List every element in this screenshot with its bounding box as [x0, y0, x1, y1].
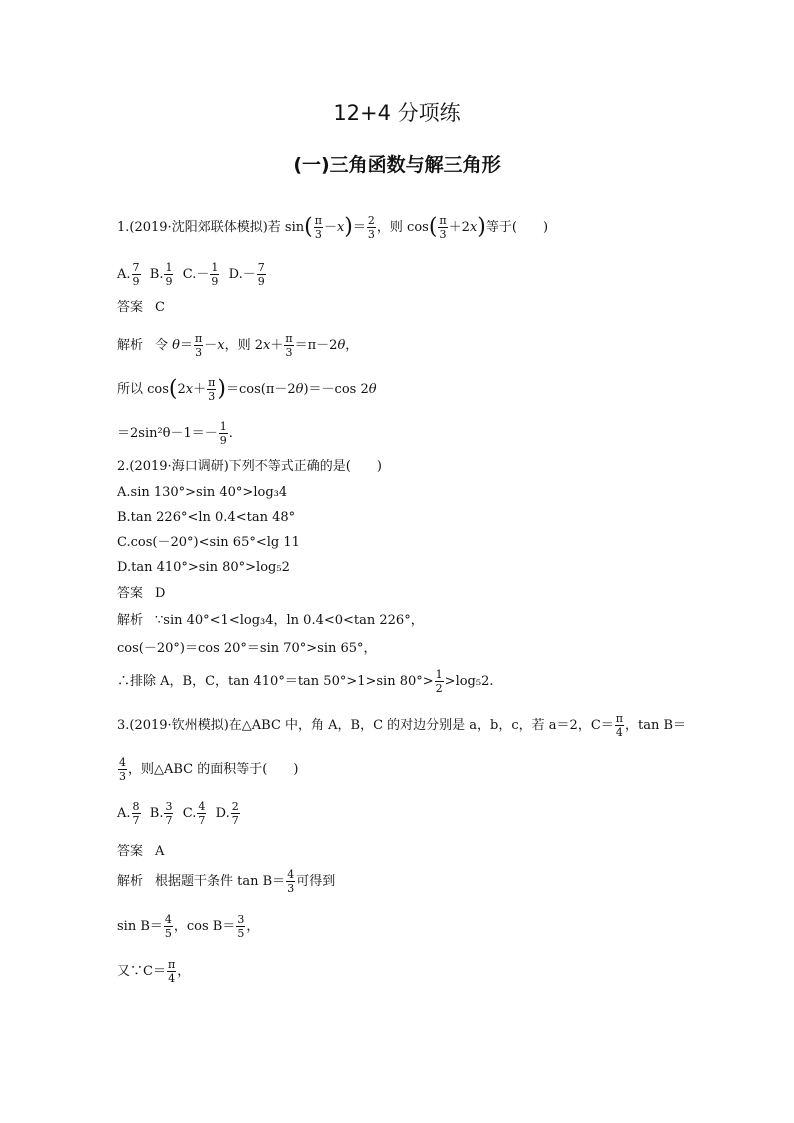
page-title: 12+4 分项练 [333, 101, 461, 125]
q3-options: A. $\frac{8}{7}$ B. $\frac{3}{7}$ C. $\frac{4}{7}$ D. $\frac{2}{7}$ [117, 800, 239, 827]
q3-answer: 答案 A [117, 844, 165, 859]
q1-analysis-3: ＝2sin²θ－1＝－ $\frac{1}{9}$ . [117, 420, 233, 447]
q3-analysis-1: 解析 根据题干条件 tan B＝ $\frac{4}{3}$ 可得到 [117, 868, 336, 895]
q2-option-a: A.sin 130°>sin 40°>log₃4 [117, 485, 288, 500]
q3-stem-2: $\frac{4}{3}$ ，则△ABC 的面积等于( ) [119, 756, 299, 783]
q1-analysis-2: 所以 cos(2x＋ $\frac{\pi}{3}$ )＝cos(π－2θ)＝－cos 2θ [117, 376, 377, 403]
q1-stem: 1.(2019·沈阳郊联体模拟)若 sin( $\frac{\pi}{3}$ －x)＝ $\frac{2}{3}$ ，则 cos( $\frac{\pi}{3}$ ＋2x)等于( ) [117, 214, 549, 241]
q2-analysis-1: 解析 ∵sin 40°<1<log₃4，ln 0.4<0<tan 226°， [117, 613, 424, 628]
q2-option-c: C.cos(－20°)<sin 65°<lg 11 [117, 535, 300, 550]
section-subtitle: (一)三角函数与解三角形 [293, 154, 501, 176]
q2-analysis-3: ∴排除 A，B，C，tan 410°＝tan 50°>1>sin 80°> $\frac{1}{2}$ >log₅2. [117, 668, 494, 695]
q2-analysis-2: cos(－20°)＝cos 20°＝sin 70°>sin 65°， [117, 641, 377, 656]
q2-stem: 2.(2019·海口调研)下列不等式正确的是( ) [117, 459, 382, 474]
q1-analysis-1: 解析 令 θ＝ $\frac{\pi}{3}$ －x，则 2x＋ $\frac{\pi}{3}$ ＝π－2θ， [117, 332, 359, 359]
q2-option-b: B.tan 226°<ln 0.4<tan 48° [117, 510, 296, 525]
q3-analysis-3: 又∵C＝ $\frac{\pi}{4}$ ， [117, 958, 191, 985]
q2-answer: 答案 D [117, 586, 166, 601]
q2-option-d: D.tan 410°>sin 80°>log₅2 [117, 560, 290, 575]
q1-answer: 答案 C [117, 300, 165, 315]
q3-stem-1: 3.(2019·钦州模拟)在△ABC 中，角 A，B，C 的对边分别是 a，b，c，若 a＝2，C＝ $\frac{\pi}{4}$ ，tan B＝ [117, 712, 687, 739]
q1-options: A. $\frac{7}{9}$ B. $\frac{1}{9}$ C.－ $\frac{1}{9}$ D.－ $\frac{7}{9}$ [117, 261, 265, 288]
q3-analysis-2: sin B＝ $\frac{4}{5}$ ，cos B＝ $\frac{3}{5}$ ， [117, 913, 260, 940]
